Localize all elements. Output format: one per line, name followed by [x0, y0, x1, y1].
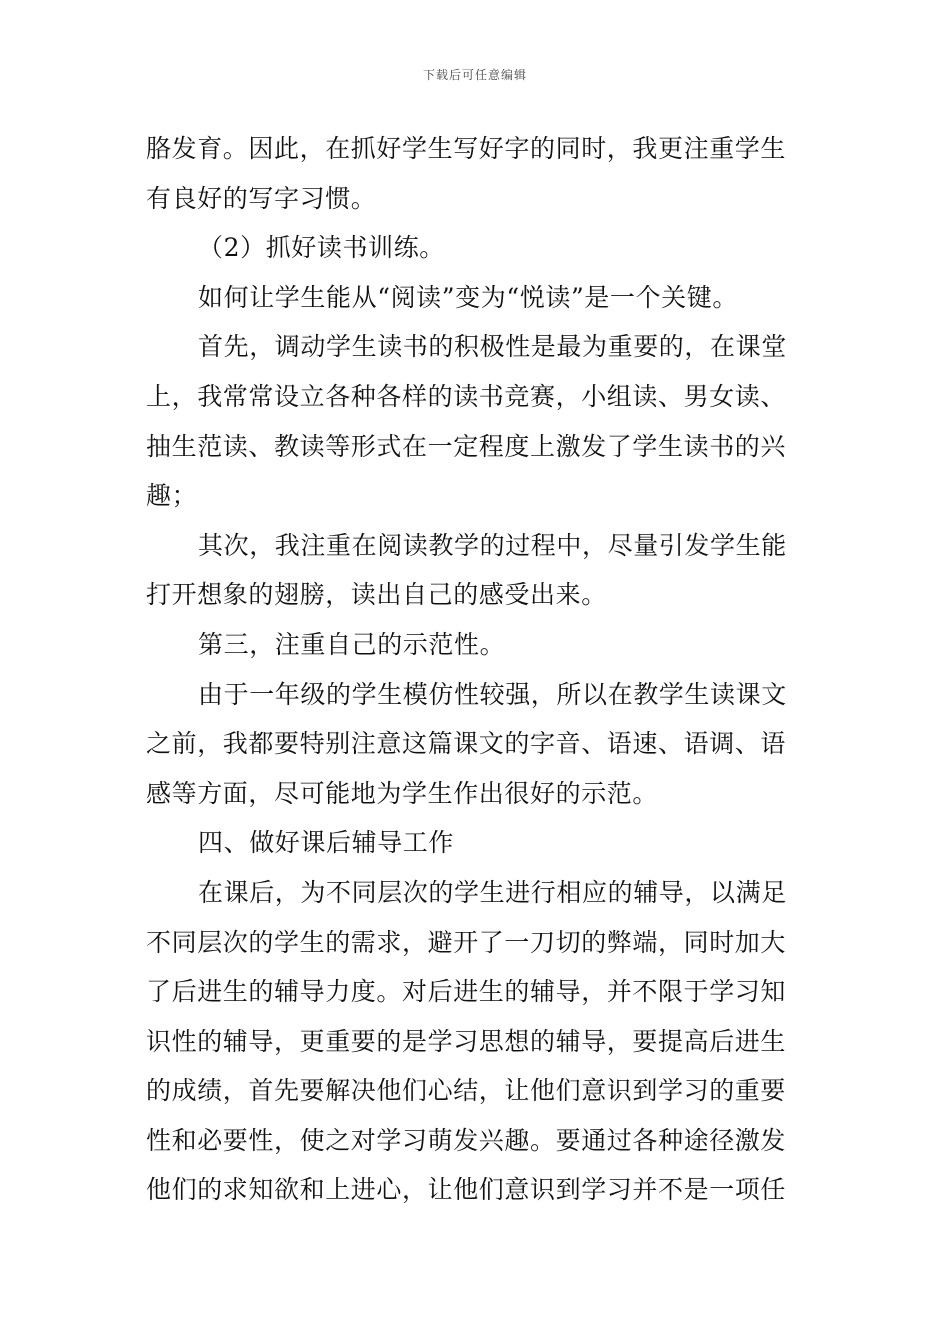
paragraph: 如何让学生能从“阅读”变为“悦读”是一个关键。 — [198, 282, 738, 312]
paragraph: 由于一年级的学生模仿性较强，所以在教学生读课文之前，我都要特别注意这篇课文的字音、语速、语调、语感等方面，尽可能地为学生作出很好的示范。 — [146, 679, 787, 808]
paragraph: 其次，我注重在阅读教学的过程中，尽量引发学生能打开想象的翅膀，读出自己的感受出来。 — [146, 530, 787, 610]
section-heading: 四、做好课后辅导工作 — [198, 828, 455, 858]
document-body — [146, 124, 810, 1215]
paragraph: 胳发育。因此，在抓好学生写好字的同时，我更注重学生有良好的写字习惯。 — [146, 134, 787, 213]
paragraph: （2）抓好读书训练。 — [198, 233, 445, 263]
paragraph: 在课后，为不同层次的学生进行相应的辅导，以满足不同层次的学生的需求，避开了一刀切的弊端，同时加大了后进生的辅导力度。对后进生的辅导，并不限于学习知识性的辅导，更重要的是学习思想的辅导，要提高后进生的成绩，首先要解决他们心结，让他们意识到学习的重要性和必要性，使之对学习萌发兴趣。要通过各种途径激发他们的求知欲和上进心，让他们意识到学习并不是一项任 — [146, 877, 787, 1205]
paragraph: 首先，调动学生读书的积极性是最为重要的，在课堂上，我常常设立各种各样的读书竞赛，小组读、男女读、抽生范读、教读等形式在一定程度上激发了学生读书的兴趣； — [146, 332, 787, 511]
page-header: 下载后可任意编辑 — [422, 68, 527, 82]
paragraph: 第三，注重自己的示范性。 — [198, 629, 506, 659]
